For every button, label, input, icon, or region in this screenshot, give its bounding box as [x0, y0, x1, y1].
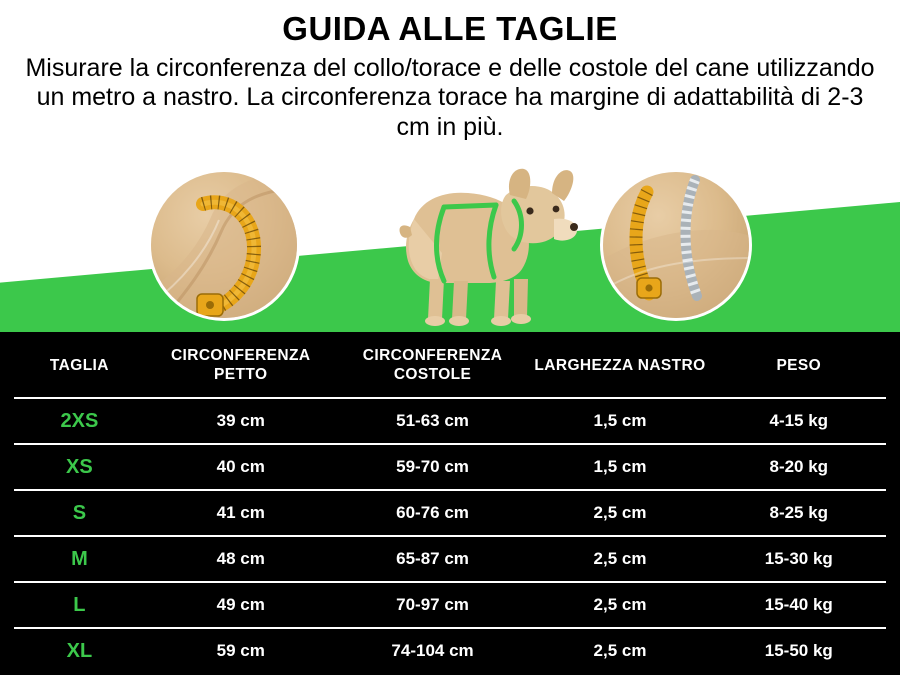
cell-petto: 49 cm: [145, 582, 337, 628]
cell-nastro: 2,5 cm: [528, 490, 711, 536]
illustration-band: [0, 155, 900, 332]
cell-petto: 59 cm: [145, 628, 337, 673]
table-row: [14, 628, 886, 673]
cell-size: M: [14, 536, 145, 582]
cell-costole: 70-97 cm: [337, 582, 529, 628]
table-row: [14, 444, 886, 490]
cell-size: 2XS: [14, 398, 145, 444]
cell-costole: 65-87 cm: [337, 536, 529, 582]
column-header-circonferenza-petto: CIRCONFERENZA PETTO: [170, 347, 311, 384]
cell-nastro: 1,5 cm: [528, 398, 711, 444]
cell-nastro: 2,5 cm: [528, 536, 711, 582]
cell-peso: 4-15 kg: [712, 398, 886, 444]
cell-costole: 51-63 cm: [337, 398, 529, 444]
cell-costole: 74-104 cm: [337, 628, 529, 673]
cell-petto: 48 cm: [145, 536, 337, 582]
page-subtitle: Misurare la circonferenza del collo/torace e delle costole del cane utilizzando un metro a nastro. La circonferenza torace ha margine di adattabilità di 2-3 cm in più.: [25, 53, 875, 141]
cell-peso: 15-40 kg: [712, 582, 886, 628]
cell-costole: 59-70 cm: [337, 444, 529, 490]
table-body: [14, 398, 886, 673]
table-header: [14, 332, 886, 398]
cell-size: S: [14, 490, 145, 536]
dog-figure-svg: [318, 161, 588, 331]
cell-nastro: 1,5 cm: [528, 444, 711, 490]
column-header-taglia: TAGLIA: [49, 356, 109, 374]
cell-petto: 41 cm: [145, 490, 337, 536]
cell-petto: 39 cm: [145, 398, 337, 444]
ribs-measure-illustration: [603, 172, 752, 321]
size-table: [14, 332, 886, 673]
cell-costole: 60-76 cm: [337, 490, 529, 536]
column-header-larghezza-nastro: LARGHEZZA NASTRO: [534, 356, 706, 374]
cell-peso: 15-50 kg: [712, 628, 886, 673]
cell-peso: 8-20 kg: [712, 444, 886, 490]
cell-petto: 40 cm: [145, 444, 337, 490]
cell-peso: 15-30 kg: [712, 536, 886, 582]
cell-peso: 8-25 kg: [712, 490, 886, 536]
cell-size: L: [14, 582, 145, 628]
table-row: [14, 582, 886, 628]
table-row: [14, 490, 886, 536]
table-header-row: [14, 332, 886, 398]
cell-nastro: 2,5 cm: [528, 582, 711, 628]
right-photo-circle: [600, 169, 752, 321]
header: [0, 0, 900, 142]
page-title: GUIDA ALLE TAGLIE: [282, 10, 618, 47]
column-header-peso: PESO: [776, 356, 822, 374]
cell-size: XS: [14, 444, 145, 490]
center-dog-illustration: [318, 161, 588, 331]
table-row: [14, 398, 886, 444]
cell-nastro: 2,5 cm: [528, 628, 711, 673]
size-table-container: [0, 332, 900, 675]
table-row: [14, 536, 886, 582]
neck-measure-illustration: [151, 172, 300, 321]
column-header-circonferenza-costole: CIRCONFERENZA COSTOLE: [362, 347, 503, 384]
cell-size: XL: [14, 628, 145, 673]
left-photo-circle: [148, 169, 300, 321]
